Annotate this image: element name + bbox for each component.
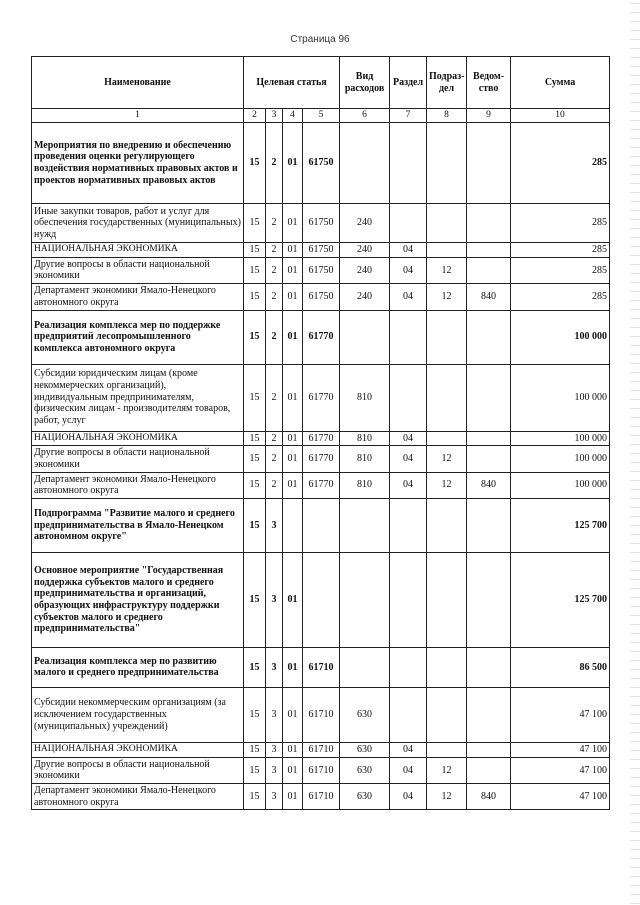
sum-cell: 100 000: [511, 364, 610, 431]
target-code-program: 15: [244, 204, 266, 243]
row-name: Субсидии некоммерческим организациям (за исключением государственных (муниципальных) учреждений): [32, 687, 244, 742]
target-code-measure: 01: [283, 243, 303, 258]
target-code-subprogram: 3: [266, 498, 283, 552]
column-number-row: [32, 109, 610, 123]
target-code-measure: 01: [283, 742, 303, 757]
department-cell: [467, 204, 511, 243]
target-code-program: 15: [244, 364, 266, 431]
target-code-direction: [303, 498, 340, 552]
row-name: НАЦИОНАЛЬНАЯ ЭКОНОМИКА: [32, 742, 244, 757]
subsection-cell: 12: [427, 284, 467, 310]
subsection-cell: [427, 498, 467, 552]
target-code-direction: 61750: [303, 123, 340, 204]
scan-edge-artifact: [630, 0, 640, 905]
target-code-program: 15: [244, 498, 266, 552]
table-row: [32, 257, 610, 283]
table-row: [32, 310, 610, 364]
expense-type-cell: [340, 498, 390, 552]
target-code-measure: 01: [283, 123, 303, 204]
row-name: Реализация комплекса мер по поддержке предприятий лесопромышленного комплекса автономного округа: [32, 310, 244, 364]
column-number: 6: [340, 109, 390, 123]
target-code-program: 15: [244, 243, 266, 258]
sum-cell: 285: [511, 243, 610, 258]
target-code-program: 15: [244, 784, 266, 810]
target-code-measure: 01: [283, 257, 303, 283]
department-cell: [467, 742, 511, 757]
header-subsection: Подраз-дел: [427, 57, 467, 109]
target-code-subprogram: 3: [266, 757, 283, 783]
section-cell: [390, 204, 427, 243]
sum-cell: 47 100: [511, 757, 610, 783]
target-code-measure: 01: [283, 204, 303, 243]
expense-type-cell: 630: [340, 687, 390, 742]
section-cell: [390, 364, 427, 431]
subsection-cell: [427, 123, 467, 204]
expense-type-cell: [340, 310, 390, 364]
subsection-cell: [427, 742, 467, 757]
department-cell: [467, 310, 511, 364]
subsection-cell: 12: [427, 472, 467, 498]
department-cell: [467, 243, 511, 258]
target-code-direction: 61750: [303, 204, 340, 243]
subsection-cell: [427, 552, 467, 647]
target-code-direction: 61710: [303, 687, 340, 742]
table-row: [32, 123, 610, 204]
expense-type-cell: 810: [340, 446, 390, 472]
header-section: Раздел: [390, 57, 427, 109]
target-code-direction: 61710: [303, 647, 340, 687]
target-code-subprogram: 2: [266, 431, 283, 446]
table-row: [32, 784, 610, 810]
section-cell: [390, 687, 427, 742]
target-code-direction: 61750: [303, 257, 340, 283]
column-number: 10: [511, 109, 610, 123]
target-code-direction: 61750: [303, 284, 340, 310]
target-code-program: 15: [244, 284, 266, 310]
row-name: Департамент экономики Ямало-Ненецкого автономного округа: [32, 784, 244, 810]
target-code-subprogram: 2: [266, 472, 283, 498]
subsection-cell: [427, 431, 467, 446]
target-code-measure: 01: [283, 472, 303, 498]
target-code-measure: 01: [283, 687, 303, 742]
expense-type-cell: 630: [340, 757, 390, 783]
header-target-article: Целевая статья: [244, 57, 340, 109]
target-code-program: 15: [244, 431, 266, 446]
expense-type-cell: 240: [340, 243, 390, 258]
department-cell: [467, 647, 511, 687]
department-cell: [467, 446, 511, 472]
table-row: [32, 647, 610, 687]
table-row: [32, 243, 610, 258]
target-code-program: 15: [244, 446, 266, 472]
target-code-subprogram: 3: [266, 647, 283, 687]
expense-type-cell: 240: [340, 257, 390, 283]
department-cell: [467, 364, 511, 431]
table-row: [32, 498, 610, 552]
target-code-measure: 01: [283, 552, 303, 647]
row-name: Основное мероприятие "Государственная поддержка субъектов малого и среднего предпринимательства и организаций, образующих инфраструктуру поддержки субъектов малого и среднего предпринимательства": [32, 552, 244, 647]
target-code-direction: 61710: [303, 742, 340, 757]
department-cell: [467, 431, 511, 446]
row-name: НАЦИОНАЛЬНАЯ ЭКОНОМИКА: [32, 431, 244, 446]
sum-cell: 47 100: [511, 784, 610, 810]
column-number: 4: [283, 109, 303, 123]
table-row: [32, 757, 610, 783]
expense-type-cell: 630: [340, 784, 390, 810]
subsection-cell: [427, 647, 467, 687]
table-row: [32, 552, 610, 647]
budget-table: [31, 56, 610, 810]
expense-type-cell: 810: [340, 364, 390, 431]
target-code-measure: 01: [283, 284, 303, 310]
row-name: Другие вопросы в области национальной экономики: [32, 446, 244, 472]
table-row: [32, 284, 610, 310]
table-row: [32, 472, 610, 498]
target-code-program: 15: [244, 742, 266, 757]
expense-type-cell: 240: [340, 284, 390, 310]
section-cell: [390, 123, 427, 204]
header-name: Наименование: [32, 57, 244, 109]
target-code-program: 15: [244, 552, 266, 647]
sum-cell: 100 000: [511, 310, 610, 364]
target-code-subprogram: 3: [266, 784, 283, 810]
target-code-direction: 61770: [303, 431, 340, 446]
expense-type-cell: [340, 647, 390, 687]
row-name: Департамент экономики Ямало-Ненецкого автономного округа: [32, 472, 244, 498]
target-code-subprogram: 2: [266, 446, 283, 472]
sum-cell: 285: [511, 123, 610, 204]
subsection-cell: 12: [427, 784, 467, 810]
department-cell: 840: [467, 284, 511, 310]
column-number: 2: [244, 109, 266, 123]
table-row: [32, 364, 610, 431]
column-number: 8: [427, 109, 467, 123]
target-code-direction: 61710: [303, 757, 340, 783]
table-row: [32, 742, 610, 757]
section-cell: 04: [390, 257, 427, 283]
expense-type-cell: 240: [340, 204, 390, 243]
department-cell: [467, 687, 511, 742]
sum-cell: 285: [511, 204, 610, 243]
sum-cell: 125 700: [511, 552, 610, 647]
target-code-direction: 61770: [303, 472, 340, 498]
row-name: НАЦИОНАЛЬНАЯ ЭКОНОМИКА: [32, 243, 244, 258]
section-cell: 04: [390, 757, 427, 783]
section-cell: 04: [390, 243, 427, 258]
header-row: [32, 57, 610, 109]
column-number: 9: [467, 109, 511, 123]
sum-cell: 100 000: [511, 446, 610, 472]
expense-type-cell: [340, 123, 390, 204]
department-cell: 840: [467, 784, 511, 810]
target-code-subprogram: 3: [266, 552, 283, 647]
subsection-cell: 12: [427, 757, 467, 783]
section-cell: [390, 498, 427, 552]
sum-cell: 100 000: [511, 431, 610, 446]
expense-type-cell: [340, 552, 390, 647]
table-row: [32, 687, 610, 742]
target-code-program: 15: [244, 757, 266, 783]
sum-cell: 125 700: [511, 498, 610, 552]
header-department: Ведом-ство: [467, 57, 511, 109]
section-cell: [390, 647, 427, 687]
target-code-subprogram: 2: [266, 123, 283, 204]
row-name: Мероприятия по внедрению и обеспечению проведения оценки регулирующего воздействия нормативных правовых актов и проектов нормативных правовых актов: [32, 123, 244, 204]
target-code-subprogram: 2: [266, 257, 283, 283]
expense-type-cell: 810: [340, 431, 390, 446]
target-code-program: 15: [244, 472, 266, 498]
row-name: Подпрограмма "Развитие малого и среднего предпринимательства в Ямало-Ненецком автономном округе": [32, 498, 244, 552]
column-number: 5: [303, 109, 340, 123]
target-code-subprogram: 2: [266, 364, 283, 431]
subsection-cell: [427, 364, 467, 431]
department-cell: [467, 123, 511, 204]
target-code-program: 15: [244, 257, 266, 283]
row-name: Другие вопросы в области национальной экономики: [32, 757, 244, 783]
subsection-cell: [427, 687, 467, 742]
target-code-measure: 01: [283, 446, 303, 472]
page-number: Страница 96: [290, 34, 350, 45]
section-cell: 04: [390, 431, 427, 446]
target-code-measure: 01: [283, 431, 303, 446]
section-cell: [390, 310, 427, 364]
target-code-direction: 61770: [303, 364, 340, 431]
target-code-measure: [283, 498, 303, 552]
column-number: 7: [390, 109, 427, 123]
target-code-direction: 61710: [303, 784, 340, 810]
table-row: [32, 446, 610, 472]
target-code-measure: 01: [283, 364, 303, 431]
expense-type-cell: 630: [340, 742, 390, 757]
target-code-program: 15: [244, 310, 266, 364]
target-code-program: 15: [244, 647, 266, 687]
target-code-subprogram: 3: [266, 742, 283, 757]
row-name: Субсидии юридическим лицам (кроме некоммерческих организаций), индивидуальным предпринимателям, физическим лицам - производителям товаров, работ, услуг: [32, 364, 244, 431]
department-cell: [467, 552, 511, 647]
department-cell: [467, 257, 511, 283]
header-sum: Сумма: [511, 57, 610, 109]
row-name: Департамент экономики Ямало-Ненецкого автономного округа: [32, 284, 244, 310]
column-number: 1: [32, 109, 244, 123]
section-cell: 04: [390, 446, 427, 472]
subsection-cell: 12: [427, 257, 467, 283]
target-code-measure: 01: [283, 757, 303, 783]
target-code-program: 15: [244, 687, 266, 742]
section-cell: 04: [390, 742, 427, 757]
sum-cell: 100 000: [511, 472, 610, 498]
target-code-measure: 01: [283, 784, 303, 810]
subsection-cell: [427, 310, 467, 364]
column-number: 3: [266, 109, 283, 123]
sum-cell: 285: [511, 257, 610, 283]
department-cell: [467, 757, 511, 783]
header-expense-type: Вид расходов: [340, 57, 390, 109]
target-code-subprogram: 2: [266, 284, 283, 310]
sum-cell: 285: [511, 284, 610, 310]
subsection-cell: [427, 204, 467, 243]
target-code-measure: 01: [283, 310, 303, 364]
target-code-measure: 01: [283, 647, 303, 687]
table-body: [32, 123, 610, 810]
target-code-direction: 61770: [303, 310, 340, 364]
section-cell: 04: [390, 784, 427, 810]
section-cell: [390, 552, 427, 647]
target-code-program: 15: [244, 123, 266, 204]
target-code-subprogram: 2: [266, 310, 283, 364]
table-row: [32, 204, 610, 243]
department-cell: 840: [467, 472, 511, 498]
target-code-direction: 61770: [303, 446, 340, 472]
row-name: Другие вопросы в области национальной экономики: [32, 257, 244, 283]
sum-cell: 86 500: [511, 647, 610, 687]
subsection-cell: 12: [427, 446, 467, 472]
section-cell: 04: [390, 472, 427, 498]
expense-type-cell: 810: [340, 472, 390, 498]
target-code-subprogram: 2: [266, 243, 283, 258]
sum-cell: 47 100: [511, 742, 610, 757]
row-name: Иные закупки товаров, работ и услуг для обеспечения государственных (муниципальных) нужд: [32, 204, 244, 243]
subsection-cell: [427, 243, 467, 258]
target-code-direction: 61750: [303, 243, 340, 258]
department-cell: [467, 498, 511, 552]
section-cell: 04: [390, 284, 427, 310]
sum-cell: 47 100: [511, 687, 610, 742]
table-row: [32, 431, 610, 446]
row-name: Реализация комплекса мер по развитию малого и среднего предпринимательства: [32, 647, 244, 687]
target-code-subprogram: 2: [266, 204, 283, 243]
target-code-subprogram: 3: [266, 687, 283, 742]
target-code-direction: [303, 552, 340, 647]
